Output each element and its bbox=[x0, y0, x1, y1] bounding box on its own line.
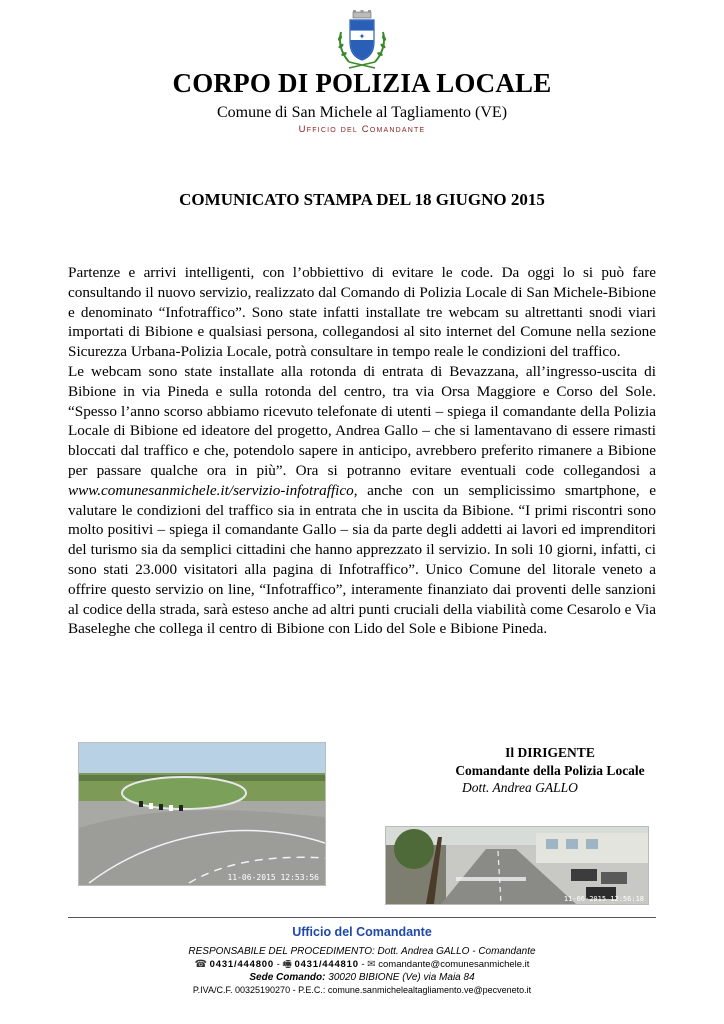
infotraffico-link[interactable]: www.comunesanmichele.it/servizio-infotraffico bbox=[68, 481, 354, 499]
organization-subtitle: Comune di San Michele al Tagliamento (VE) bbox=[216, 104, 508, 121]
press-release-body bbox=[68, 263, 656, 639]
organization-title: CORPO DI POLIZIA LOCALE bbox=[172, 68, 552, 98]
footer-sede-address: 30020 BIBIONE (Ve) via Maia 84 bbox=[328, 972, 475, 983]
paragraph-2 bbox=[68, 362, 656, 639]
footer-office: Ufficio del Comandante bbox=[292, 925, 432, 939]
signature-role: Il DIRIGENTE bbox=[505, 745, 595, 760]
signature-title: Comandante della Polizia Locale bbox=[455, 762, 645, 778]
coat-of-arms-icon bbox=[331, 10, 393, 72]
footer-sede bbox=[0, 971, 724, 984]
signature-name: Dott. Andrea GALLO bbox=[462, 780, 578, 795]
paragraph-2-text-b: , anche con un semplicissimo smartphone, e valutare le condizioni del traffico sia in entrata che in uscita da Bibione. “I primi riscontri sono molto positivi – spiega il comandante Gallo – sia da parte degli addetti ai lavori ed imprenditori del turismo sia da semplici cittadini che hanno apprezzato il servizio. In soli 10 giorni, infatti, ci sono stati 23.000 visitatori alla pagina di Infotraffico”. Unico Comune del litorale veneto a offrire questo servizio on line, “Infotraffico”, interamente finanziato dai proventi delle sanzioni al codice della strada, sarà esteso anche ad altri punti cruciali della viabilità come Cesarolo e Via Baseleghe che collega il centro di Bibione con Lido del Sole e Bibione Pineda. bbox=[68, 481, 656, 638]
street-timestamp: 11-06-2015 12:56:18 bbox=[563, 895, 644, 903]
fax-icon: 🖷 bbox=[282, 959, 292, 970]
paragraph-2-text-a: Le webcam sono state installate alla rotonda di entrata di Bevazzana, all’ingresso-uscita di Bibione in via Pineda e sulla rotonda del centro, tra via Orsa Maggiore e Corso del Sole. “Spesso l’anno scorso abbiamo ricevuto telefonate di utenti – spiega il comandante della Polizia Locale di Bibione ed ideatore del progetto, Andrea Gallo – che si lamentavano di essere rimasti bloccati dal traffico e che, potendolo sapere in anticipo, avrebbero preferito rimanere a Bibione per passare qualche ora in più”. Ora si potranno evitare eventuali code collegandosi a bbox=[68, 362, 656, 479]
phone-icon: ☎ bbox=[194, 959, 208, 970]
footer bbox=[0, 925, 724, 997]
footer-responsible: RESPONSABILE DEL PROCEDIMENTO: Dott. Andrea GALLO - Comandante bbox=[188, 946, 536, 957]
webcam-photo-street bbox=[385, 826, 649, 905]
footer-sede-label: Sede Comando: bbox=[249, 972, 326, 983]
footer-phone: 0431/444800 bbox=[209, 959, 274, 970]
footer-email[interactable]: comandante@comunesanmichele.it bbox=[378, 959, 530, 970]
press-release-title: COMUNICATO STAMPA DEL 18 GIUGNO 2015 bbox=[179, 190, 545, 209]
svg-text:✦: ✦ bbox=[358, 32, 366, 41]
roundabout-timestamp: 11-06-2015 12:53:56 bbox=[227, 873, 319, 882]
envelope-icon: ✉ bbox=[367, 959, 376, 970]
signature-block bbox=[400, 744, 700, 797]
footer-contacts: ☎ 0431/444800 - 🖷 0431/444810 - ✉ comandante@comunesanmichele.it bbox=[194, 959, 530, 970]
footer-divider bbox=[68, 917, 656, 918]
footer-fax: 0431/444810 bbox=[294, 959, 359, 970]
office-heading: Ufficio del Comandante bbox=[298, 124, 426, 135]
paragraph-1: Partenze e arrivi intelligenti, con l’obbiettivo di evitare le code. Da oggi lo si può fare consultando il nuovo servizio, realizzato dal Comando di Polizia Locale di San Michele-Bibione e denominato “Infotraffico”. Sono state infatti installate tre webcam su altrettanti snodi viari importati di Bibione e qualsiasi persona, collegandosi al sito internet del Comune nella sezione Sicurezza Urbana-Polizia Locale, potrà consultare in tempo reale le condizioni del traffico. bbox=[68, 264, 656, 361]
footer-fiscal: P.IVA/C.F. 00325190270 - P.E.C.: comune.sanmichelealtagliamento.ve@pecveneto.it bbox=[192, 985, 532, 995]
webcam-photo-roundabout bbox=[78, 742, 326, 886]
